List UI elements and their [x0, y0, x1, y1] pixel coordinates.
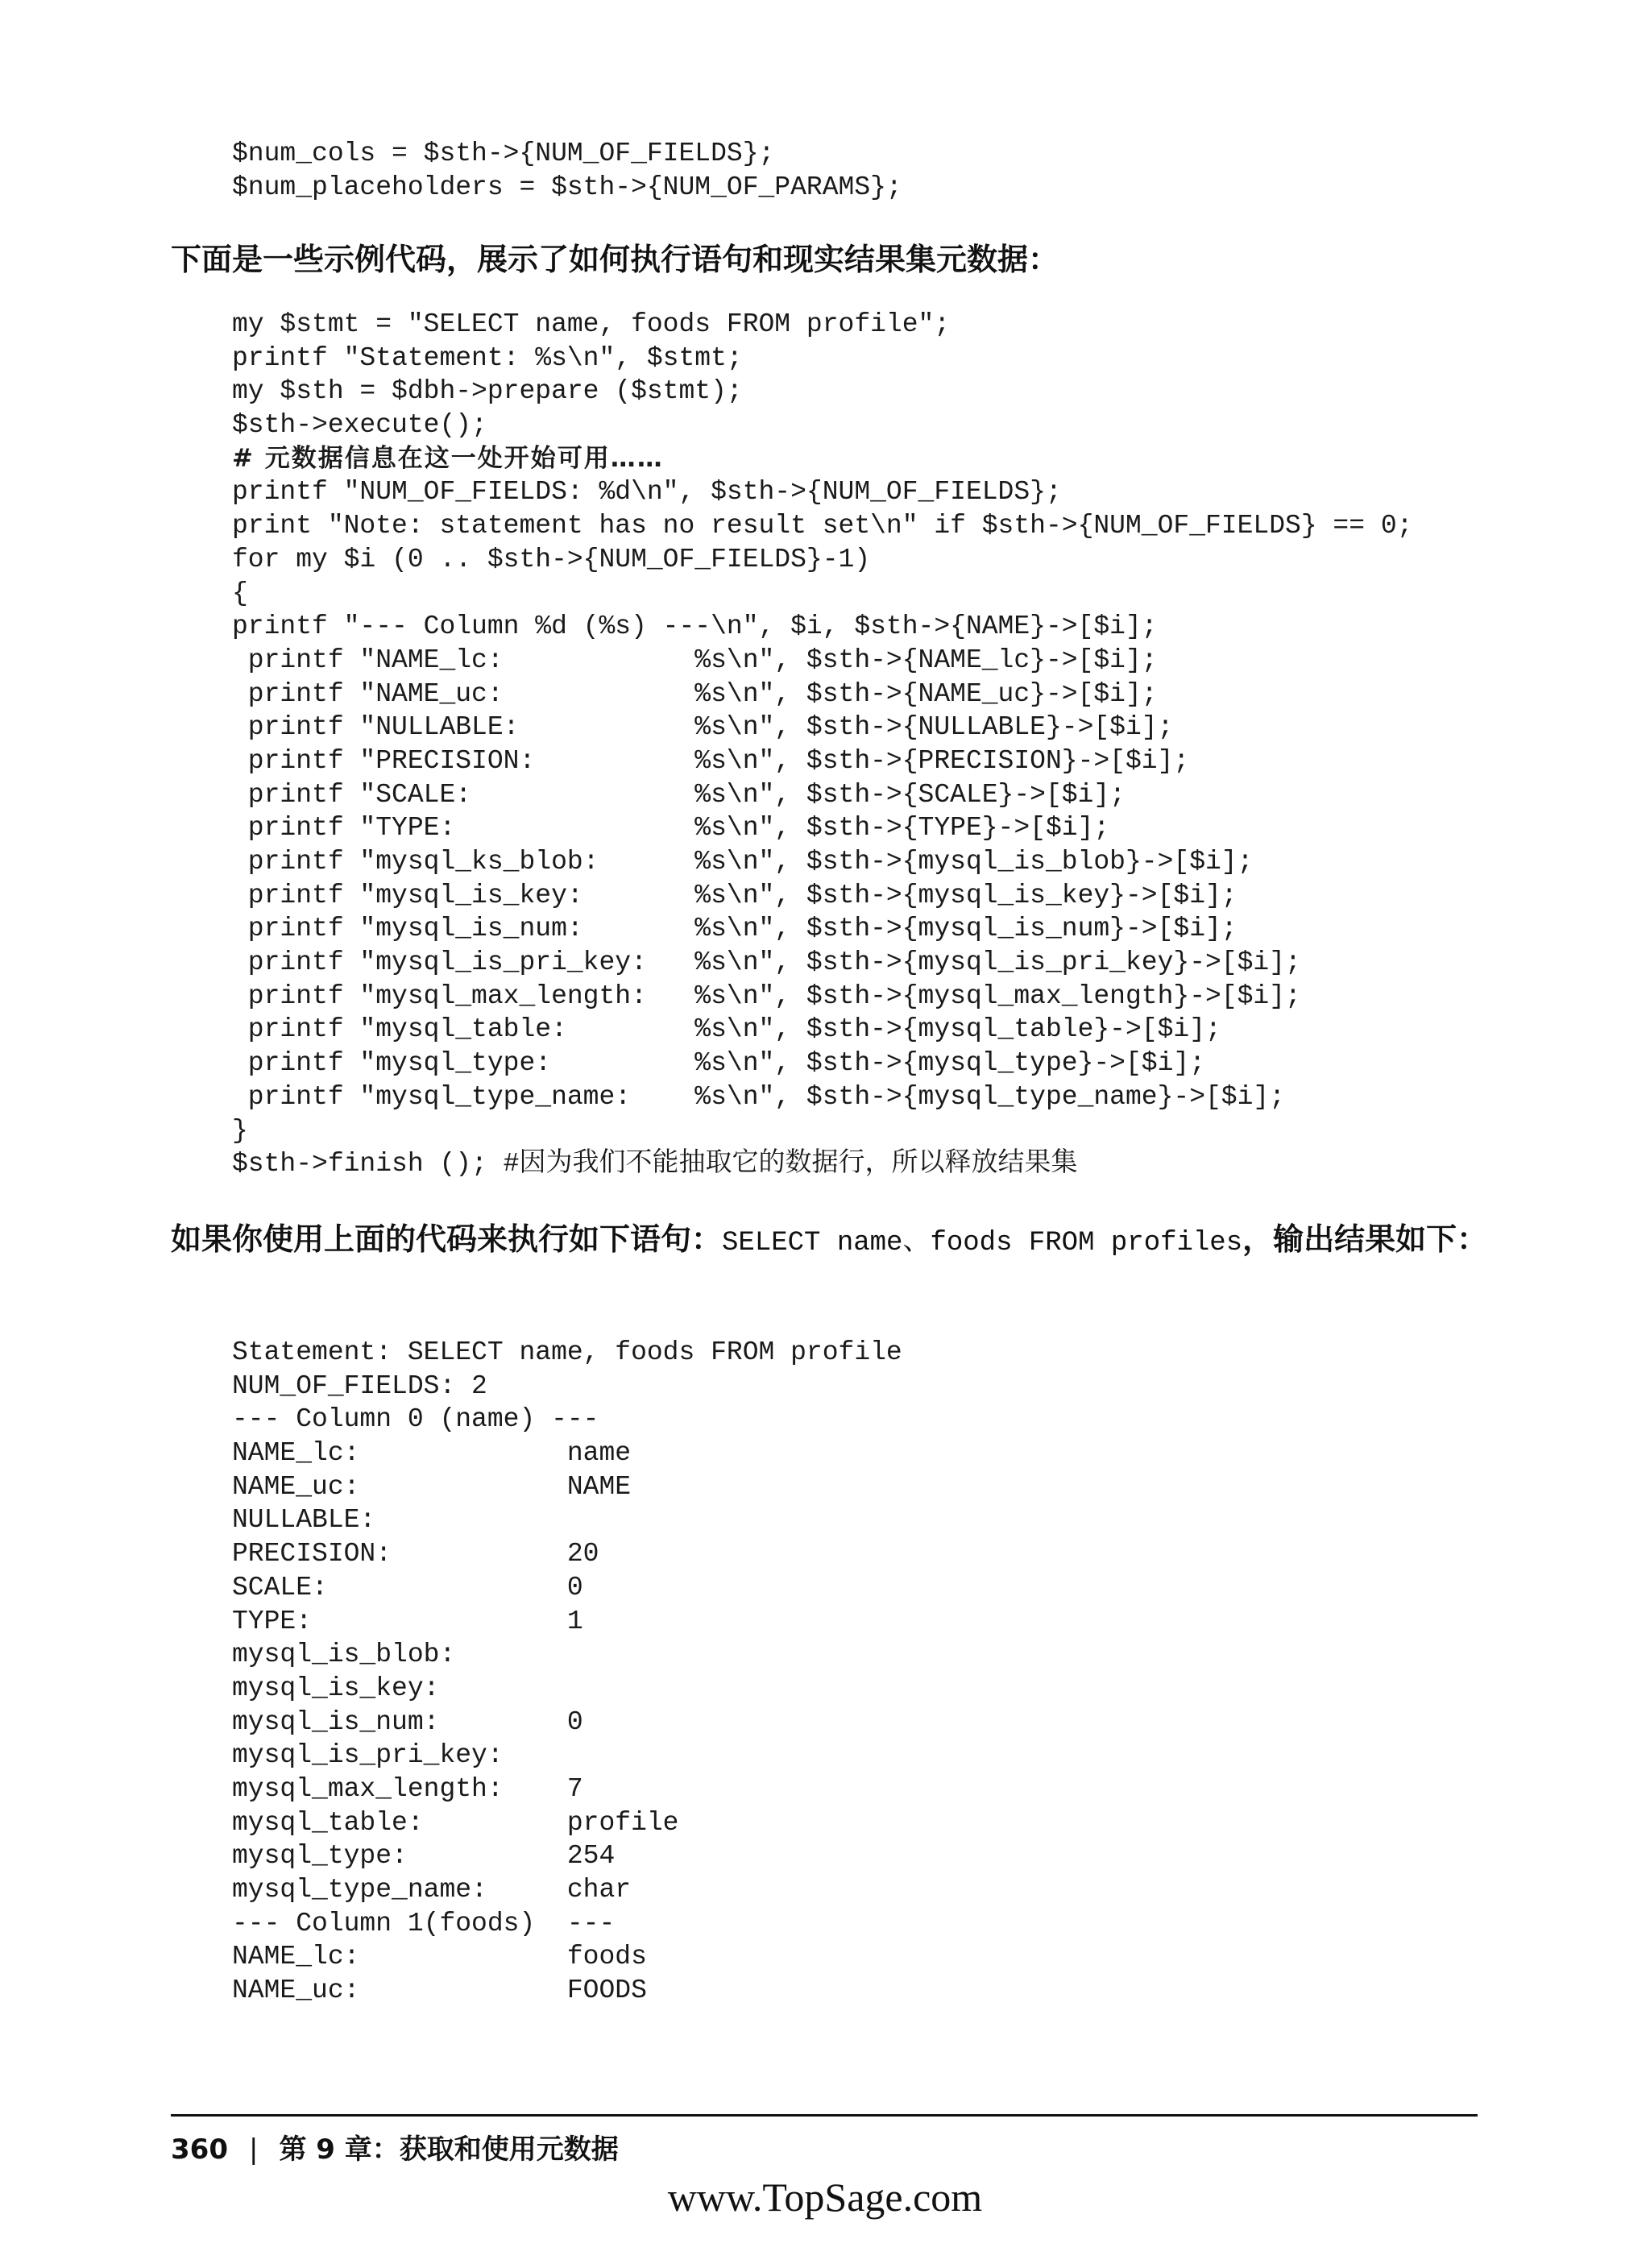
output-line: PRECISION: 20 [232, 1539, 599, 1569]
output-line: SCALE: 0 [232, 1572, 583, 1603]
output-line: mysql_is_key: [232, 1673, 440, 1703]
output-line: mysql_is_pri_key: [232, 1740, 504, 1771]
page-footer [171, 2127, 619, 2166]
output-line: NAME_lc: foods [232, 1942, 647, 1972]
code-line: printf "SCALE: %s\n", $sth->{SCALE}->[$i]; [232, 779, 1126, 810]
output-line: --- Column 0 (name) --- [232, 1404, 599, 1435]
code-line: printf "mysql_is_key: %s\n", $sth->{mysql_is_key}->[$i]; [232, 880, 1238, 910]
code-line: printf "NUM_OF_FIELDS: %d\n", $sth->{NUM_OF_FIELDS}; [232, 477, 1062, 508]
code-line: printf "mysql_ks_blob: %s\n", $sth->{mysql_is_blob}->[$i]; [232, 847, 1254, 877]
code-line: printf "mysql_type_name: %s\n", $sth->{mysql_type_name}->[$i]; [232, 1081, 1286, 1112]
code-line: printf "PRECISION: %s\n", $sth->{PRECISION}->[$i]; [232, 745, 1190, 776]
watermark-url: www.TopSage.com [667, 2175, 983, 2220]
code-block-2 [232, 308, 1412, 1181]
output-line: TYPE: 1 [232, 1606, 583, 1636]
result-paragraph-statement: SELECT name、foods FROM profiles [722, 1228, 1243, 1258]
output-line: --- Column 1(foods) --- [232, 1908, 616, 1938]
output-line: NUM_OF_FIELDS: 2 [232, 1370, 487, 1401]
code-line: printf "mysql_is_pri_key: %s\n", $sth->{mysql_is_pri_key}->[$i]; [232, 947, 1301, 978]
output-line: mysql_type: 254 [232, 1841, 616, 1872]
result-paragraph-suffix: ，输出结果如下： [1242, 1221, 1488, 1257]
code-line: printf "--- Column %d (%s) ---\n", $i, $sth->{NAME}->[$i]; [232, 612, 1158, 642]
code-block-1 [232, 137, 902, 204]
output-line: mysql_type_name: char [232, 1875, 632, 1905]
page-number: 360 [171, 2133, 228, 2166]
result-paragraph [171, 1217, 1489, 1266]
output-line: mysql_is_blob: [232, 1640, 456, 1670]
code-line: $num_placeholders = $sth->{NUM_OF_PARAMS}; [232, 172, 902, 202]
code-line: } [232, 1115, 248, 1146]
output-line: Statement: SELECT name, foods FROM profile [232, 1337, 902, 1367]
output-block [232, 1336, 902, 2008]
output-line: NULLABLE: [232, 1505, 376, 1536]
code-line-with-comment: $sth->finish (); #因为我们不能抽取它的数据行，所以释放结果集 [232, 1149, 1078, 1180]
intro-paragraph: 下面是一些示例代码，展示了如何执行语句和现实结果集元数据： [171, 242, 1059, 277]
code-line: $sth->execute(); [232, 410, 487, 441]
code-line: for my $i (0 .. $sth->{NUM_OF_FIELDS}-1) [232, 544, 871, 574]
code-line: printf "NAME_lc: %s\n", $sth->{NAME_lc}->[$i]; [232, 645, 1158, 675]
code-line: $num_cols = $sth->{NUM_OF_FIELDS}; [232, 139, 775, 168]
output-line: NAME_uc: FOODS [232, 1976, 647, 2006]
code-line: { [232, 578, 248, 608]
chapter-title: 第 9 章：获取和使用元数据 [279, 2133, 619, 2166]
code-line: printf "mysql_max_length: %s\n", $sth->{mysql_max_length}->[$i]; [232, 981, 1301, 1011]
output-line: mysql_is_num: 0 [232, 1706, 583, 1737]
code-line: my $stmt = "SELECT name, foods FROM profile"; [232, 309, 951, 339]
code-line: printf "NAME_uc: %s\n", $sth->{NAME_uc}->[$i]; [232, 678, 1158, 709]
code-line: printf "mysql_table: %s\n", $sth->{mysql_table}->[$i]; [232, 1014, 1221, 1045]
code-line: printf "TYPE: %s\n", $sth->{TYPE}->[$i]; [232, 813, 1110, 844]
code-line: printf "NULLABLE: %s\n", $sth->{NULLABLE}->[$i]; [232, 712, 1174, 743]
code-line: printf "mysql_is_num: %s\n", $sth->{mysql_is_num}->[$i]; [232, 914, 1238, 944]
output-line: mysql_table: profile [232, 1807, 679, 1838]
code-line: printf "mysql_type: %s\n", $sth->{mysql_type}->[$i]; [232, 1048, 1205, 1079]
code-line: my $sth = $dbh->prepare ($stmt); [232, 376, 743, 407]
code-line: print "Note: statement has no result set\n" if $sth->{NUM_OF_FIELDS} == 0; [232, 511, 1413, 541]
result-paragraph-prefix: 如果你使用上面的代码来执行如下语句： [171, 1221, 723, 1257]
footer-rule [171, 2114, 1478, 2117]
footer-separator: | [248, 2133, 259, 2166]
output-line: mysql_max_length: 7 [232, 1773, 583, 1804]
output-line: NAME_lc: name [232, 1438, 632, 1469]
output-line: NAME_uc: NAME [232, 1471, 632, 1502]
code-line: printf "Statement: %s\n", $stmt; [232, 342, 743, 373]
code-comment-line: # 元数据信息在这一处开始可用…… [232, 443, 664, 473]
